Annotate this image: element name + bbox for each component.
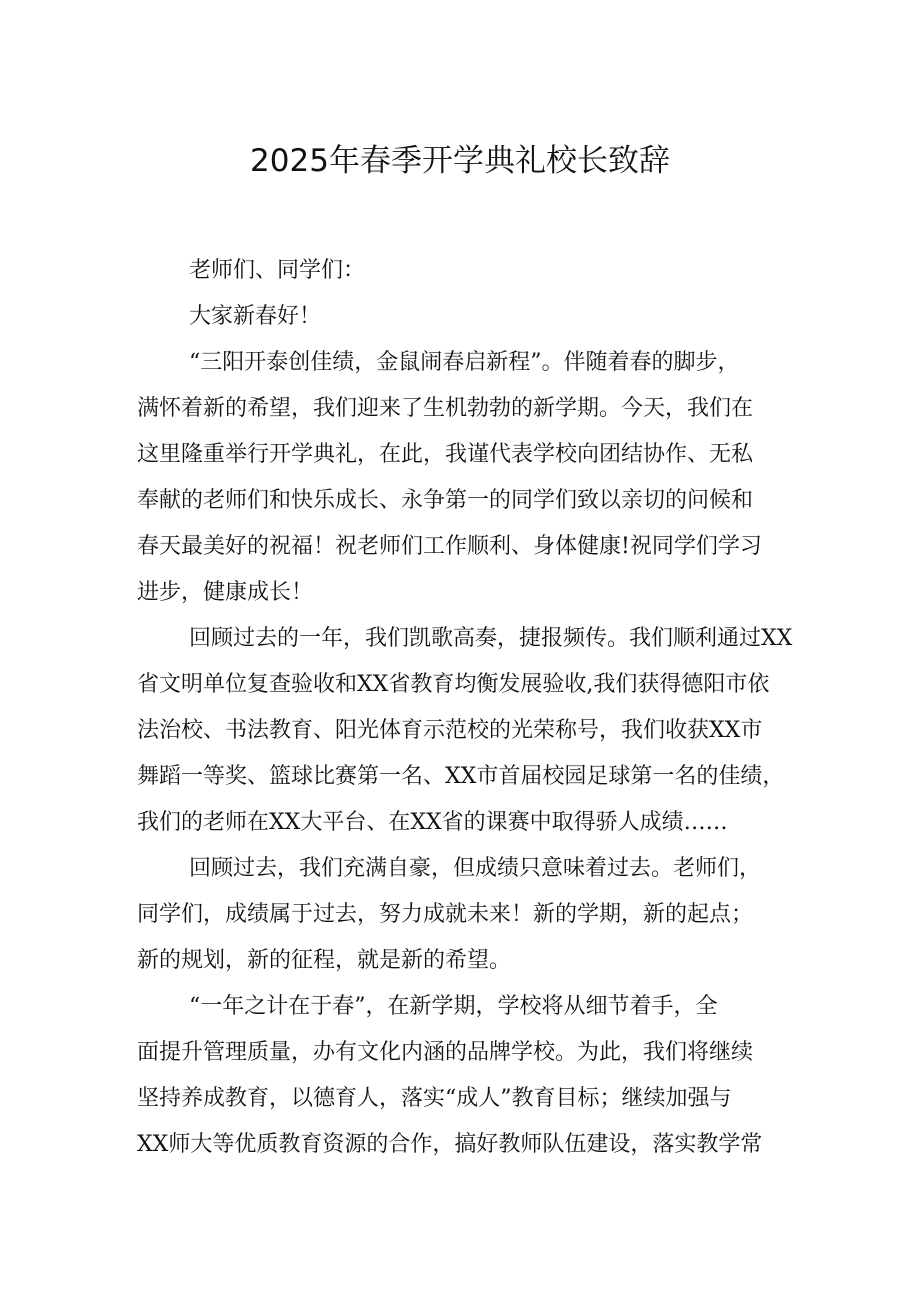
greeting-line: 大家新春好！ — [189, 304, 322, 329]
salutation-line: 老师们、同学们： — [189, 258, 366, 283]
paragraph-line: XX师大等优质教育资源的合作，搞好教师队伍建设，落实教学常 — [137, 1132, 763, 1157]
paragraph-1 — [137, 340, 797, 616]
paragraph-4 — [137, 984, 797, 1168]
paragraph-line: 省文明单位复查验收和XX省教育均衡发展验收,我们获得德阳市依 — [137, 672, 770, 697]
paragraph-line: 春天最美好的祝福！祝老师们工作顺利、身体健康!祝同学们学习 — [137, 534, 762, 559]
paragraph-line: 进步，健康成长！ — [137, 580, 314, 605]
paragraph-line: “一年之计在于春”，在新学期，学校将从细节着手，全 — [189, 994, 718, 1019]
paragraph-line: 这里隆重举行开学典礼，在此，我谨代表学校向团结协作、无私 — [137, 442, 754, 467]
document-title: 2025年春季开学典礼校长致辞 — [250, 143, 670, 179]
paragraph-line: 法治校、书法教育、阳光体育示范校的光荣称号，我们收获XX市 — [137, 718, 763, 743]
paragraph-line: 面提升管理质量，办有文化内涵的品牌学校。为此，我们将继续 — [137, 1040, 754, 1065]
paragraph-line: 我们的老师在XX大平台、在XX省的课赛中取得骄人成绩…… — [137, 810, 728, 835]
document-body — [137, 248, 797, 1168]
paragraph-2 — [137, 616, 797, 846]
paragraph-line: 奉献的老师们和快乐成长、永争第一的同学们致以亲切的问候和 — [137, 488, 754, 513]
paragraph-line: 坚持养成教育，以德育人，落实“成人”教育目标；继续加强与 — [137, 1086, 732, 1111]
paragraph-line: 回顾过去，我们充满自豪，但成绩只意味着过去。老师们， — [189, 856, 762, 881]
paragraph-line: 满怀着新的希望，我们迎来了生机勃勃的新学期。今天，我们在 — [137, 396, 754, 421]
paragraph-line: “三阳开泰创佳绩，金鼠闹春启新程”。伴随着春的脚步， — [189, 350, 740, 375]
paragraph-3 — [137, 846, 797, 984]
paragraph-line: 同学们，成绩属于过去，努力成就未来！新的学期，新的起点； — [137, 902, 754, 927]
paragraph-line: 舞蹈一等奖、篮球比赛第一名、XX市首届校园足球第一名的佳绩， — [137, 764, 785, 789]
paragraph-line: 新的规划，新的征程，就是新的希望。 — [137, 948, 512, 973]
paragraph-line: 回顾过去的一年，我们凯歌高奏，捷报频传。我们顺利通过XX — [189, 626, 793, 651]
